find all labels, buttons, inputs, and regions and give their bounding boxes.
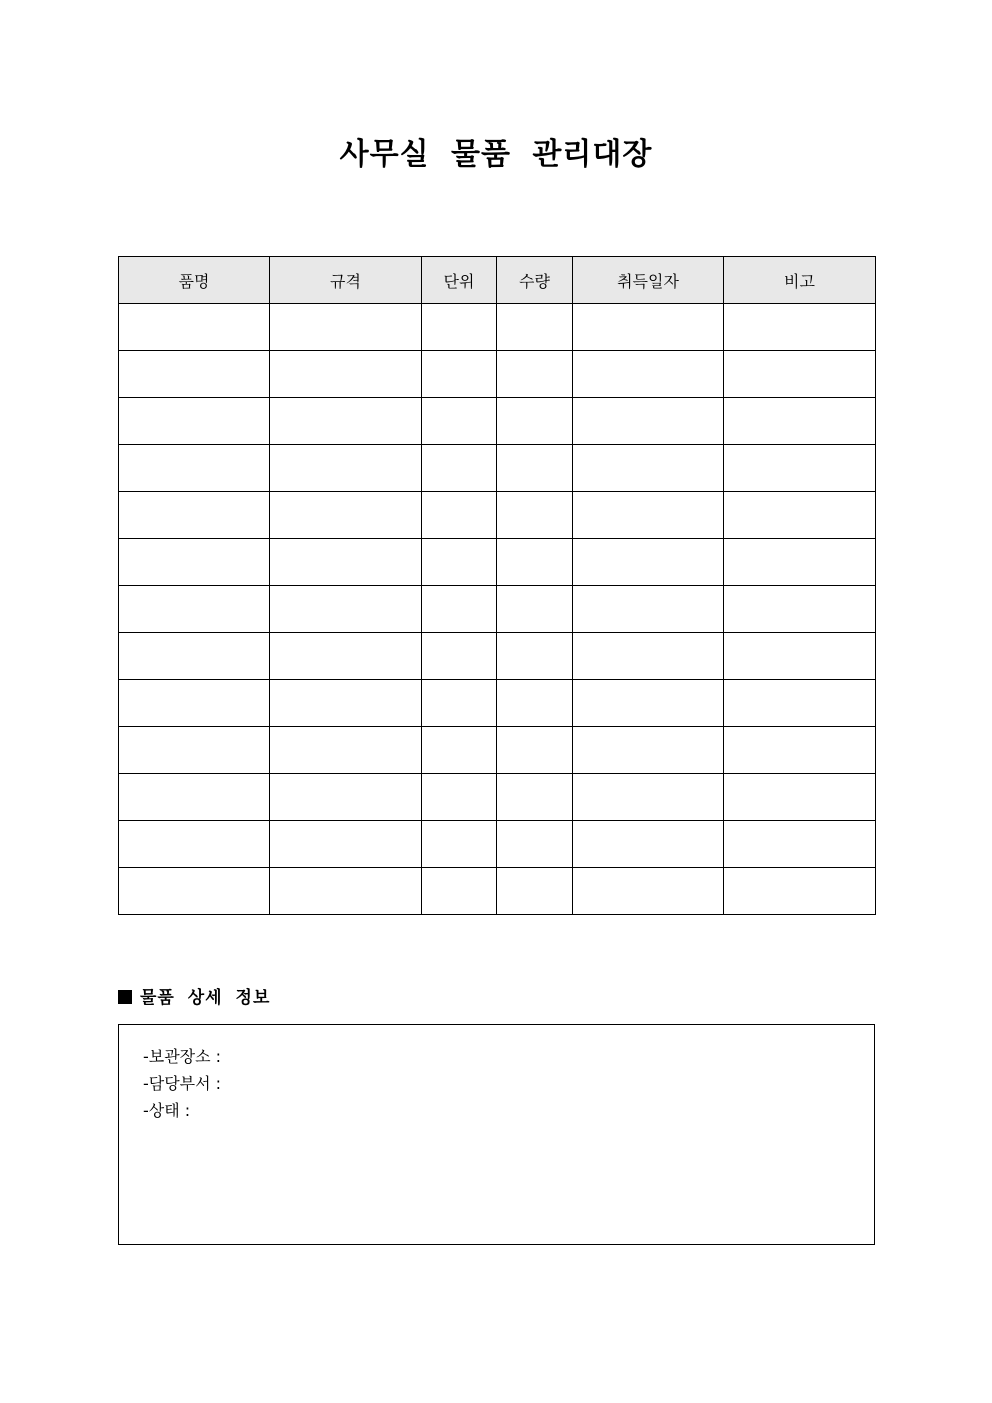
cell-item-name[interactable]	[119, 445, 270, 492]
cell-item-name[interactable]	[119, 492, 270, 539]
cell-specification[interactable]	[270, 727, 422, 774]
black-square-icon	[118, 990, 132, 1004]
cell-item-name[interactable]	[119, 821, 270, 868]
detail-section-heading-text: 물품 상세 정보	[140, 988, 271, 1008]
cell-specification[interactable]	[270, 304, 422, 351]
cell-quantity[interactable]	[497, 539, 573, 586]
table-row	[119, 351, 876, 398]
table-row	[119, 398, 876, 445]
department-in-charge-field: -담당부서 :	[143, 1074, 222, 1093]
cell-acquisition-date[interactable]	[573, 774, 724, 821]
cell-unit[interactable]	[422, 633, 497, 680]
cell-remarks[interactable]	[724, 445, 876, 492]
cell-specification[interactable]	[270, 868, 422, 915]
table-row	[119, 868, 876, 915]
cell-acquisition-date[interactable]	[573, 821, 724, 868]
cell-item-name[interactable]	[119, 351, 270, 398]
cell-acquisition-date[interactable]	[573, 727, 724, 774]
cell-acquisition-date[interactable]	[573, 445, 724, 492]
cell-item-name[interactable]	[119, 680, 270, 727]
cell-remarks[interactable]	[724, 774, 876, 821]
cell-specification[interactable]	[270, 492, 422, 539]
cell-acquisition-date[interactable]	[573, 586, 724, 633]
table-row	[119, 586, 876, 633]
detail-section-heading	[118, 985, 270, 1011]
cell-unit[interactable]	[422, 304, 497, 351]
table-row	[119, 680, 876, 727]
cell-specification[interactable]	[270, 351, 422, 398]
cell-specification[interactable]	[270, 445, 422, 492]
cell-item-name[interactable]	[119, 868, 270, 915]
cell-remarks[interactable]	[724, 351, 876, 398]
table-header-row	[119, 257, 876, 304]
cell-item-name[interactable]	[119, 774, 270, 821]
cell-unit[interactable]	[422, 774, 497, 821]
cell-unit[interactable]	[422, 445, 497, 492]
cell-quantity[interactable]	[497, 821, 573, 868]
condition-field: -상태 :	[143, 1101, 191, 1120]
cell-specification[interactable]	[270, 680, 422, 727]
cell-remarks[interactable]	[724, 727, 876, 774]
cell-quantity[interactable]	[497, 586, 573, 633]
inventory-table-body	[119, 304, 876, 915]
cell-quantity[interactable]	[497, 633, 573, 680]
cell-quantity[interactable]	[497, 445, 573, 492]
inventory-table	[118, 256, 876, 915]
cell-remarks[interactable]	[724, 633, 876, 680]
cell-unit[interactable]	[422, 539, 497, 586]
cell-unit[interactable]	[422, 680, 497, 727]
cell-item-name[interactable]	[119, 304, 270, 351]
cell-acquisition-date[interactable]	[573, 539, 724, 586]
table-row	[119, 492, 876, 539]
cell-acquisition-date[interactable]	[573, 351, 724, 398]
column-header-acquisition-date: 취득일자	[573, 257, 724, 304]
cell-unit[interactable]	[422, 868, 497, 915]
cell-item-name[interactable]	[119, 633, 270, 680]
cell-acquisition-date[interactable]	[573, 492, 724, 539]
cell-unit[interactable]	[422, 351, 497, 398]
cell-remarks[interactable]	[724, 539, 876, 586]
column-header-unit: 단위	[422, 257, 497, 304]
cell-item-name[interactable]	[119, 727, 270, 774]
column-header-remarks: 비고	[724, 257, 876, 304]
cell-remarks[interactable]	[724, 492, 876, 539]
detail-field-list	[143, 1043, 221, 1124]
column-header-specification: 규격	[270, 257, 422, 304]
cell-specification[interactable]	[270, 821, 422, 868]
cell-unit[interactable]	[422, 492, 497, 539]
cell-unit[interactable]	[422, 398, 497, 445]
cell-remarks[interactable]	[724, 398, 876, 445]
cell-unit[interactable]	[422, 821, 497, 868]
cell-remarks[interactable]	[724, 821, 876, 868]
cell-remarks[interactable]	[724, 304, 876, 351]
cell-specification[interactable]	[270, 633, 422, 680]
cell-item-name[interactable]	[119, 398, 270, 445]
cell-remarks[interactable]	[724, 680, 876, 727]
cell-quantity[interactable]	[497, 398, 573, 445]
cell-specification[interactable]	[270, 774, 422, 821]
cell-item-name[interactable]	[119, 586, 270, 633]
table-row	[119, 774, 876, 821]
table-row	[119, 539, 876, 586]
table-row	[119, 304, 876, 351]
table-row	[119, 633, 876, 680]
table-row	[119, 445, 876, 492]
cell-quantity[interactable]	[497, 351, 573, 398]
cell-remarks[interactable]	[724, 868, 876, 915]
cell-acquisition-date[interactable]	[573, 304, 724, 351]
cell-acquisition-date[interactable]	[573, 868, 724, 915]
cell-specification[interactable]	[270, 539, 422, 586]
cell-unit[interactable]	[422, 727, 497, 774]
detail-info-box	[118, 1024, 875, 1245]
cell-acquisition-date[interactable]	[573, 680, 724, 727]
cell-quantity[interactable]	[497, 868, 573, 915]
cell-specification[interactable]	[270, 586, 422, 633]
cell-acquisition-date[interactable]	[573, 398, 724, 445]
cell-acquisition-date[interactable]	[573, 633, 724, 680]
cell-unit[interactable]	[422, 586, 497, 633]
table-row	[119, 727, 876, 774]
cell-item-name[interactable]	[119, 539, 270, 586]
cell-quantity[interactable]	[497, 774, 573, 821]
column-header-quantity: 수량	[497, 257, 573, 304]
column-header-item-name: 품명	[119, 257, 270, 304]
cell-specification[interactable]	[270, 398, 422, 445]
storage-location-field: -보관장소 :	[143, 1047, 222, 1066]
cell-remarks[interactable]	[724, 586, 876, 633]
cell-quantity[interactable]	[497, 680, 573, 727]
cell-quantity[interactable]	[497, 727, 573, 774]
cell-quantity[interactable]	[497, 304, 573, 351]
table-row	[119, 821, 876, 868]
cell-quantity[interactable]	[497, 492, 573, 539]
document-title: 사무실 물품 관리대장	[339, 137, 653, 172]
